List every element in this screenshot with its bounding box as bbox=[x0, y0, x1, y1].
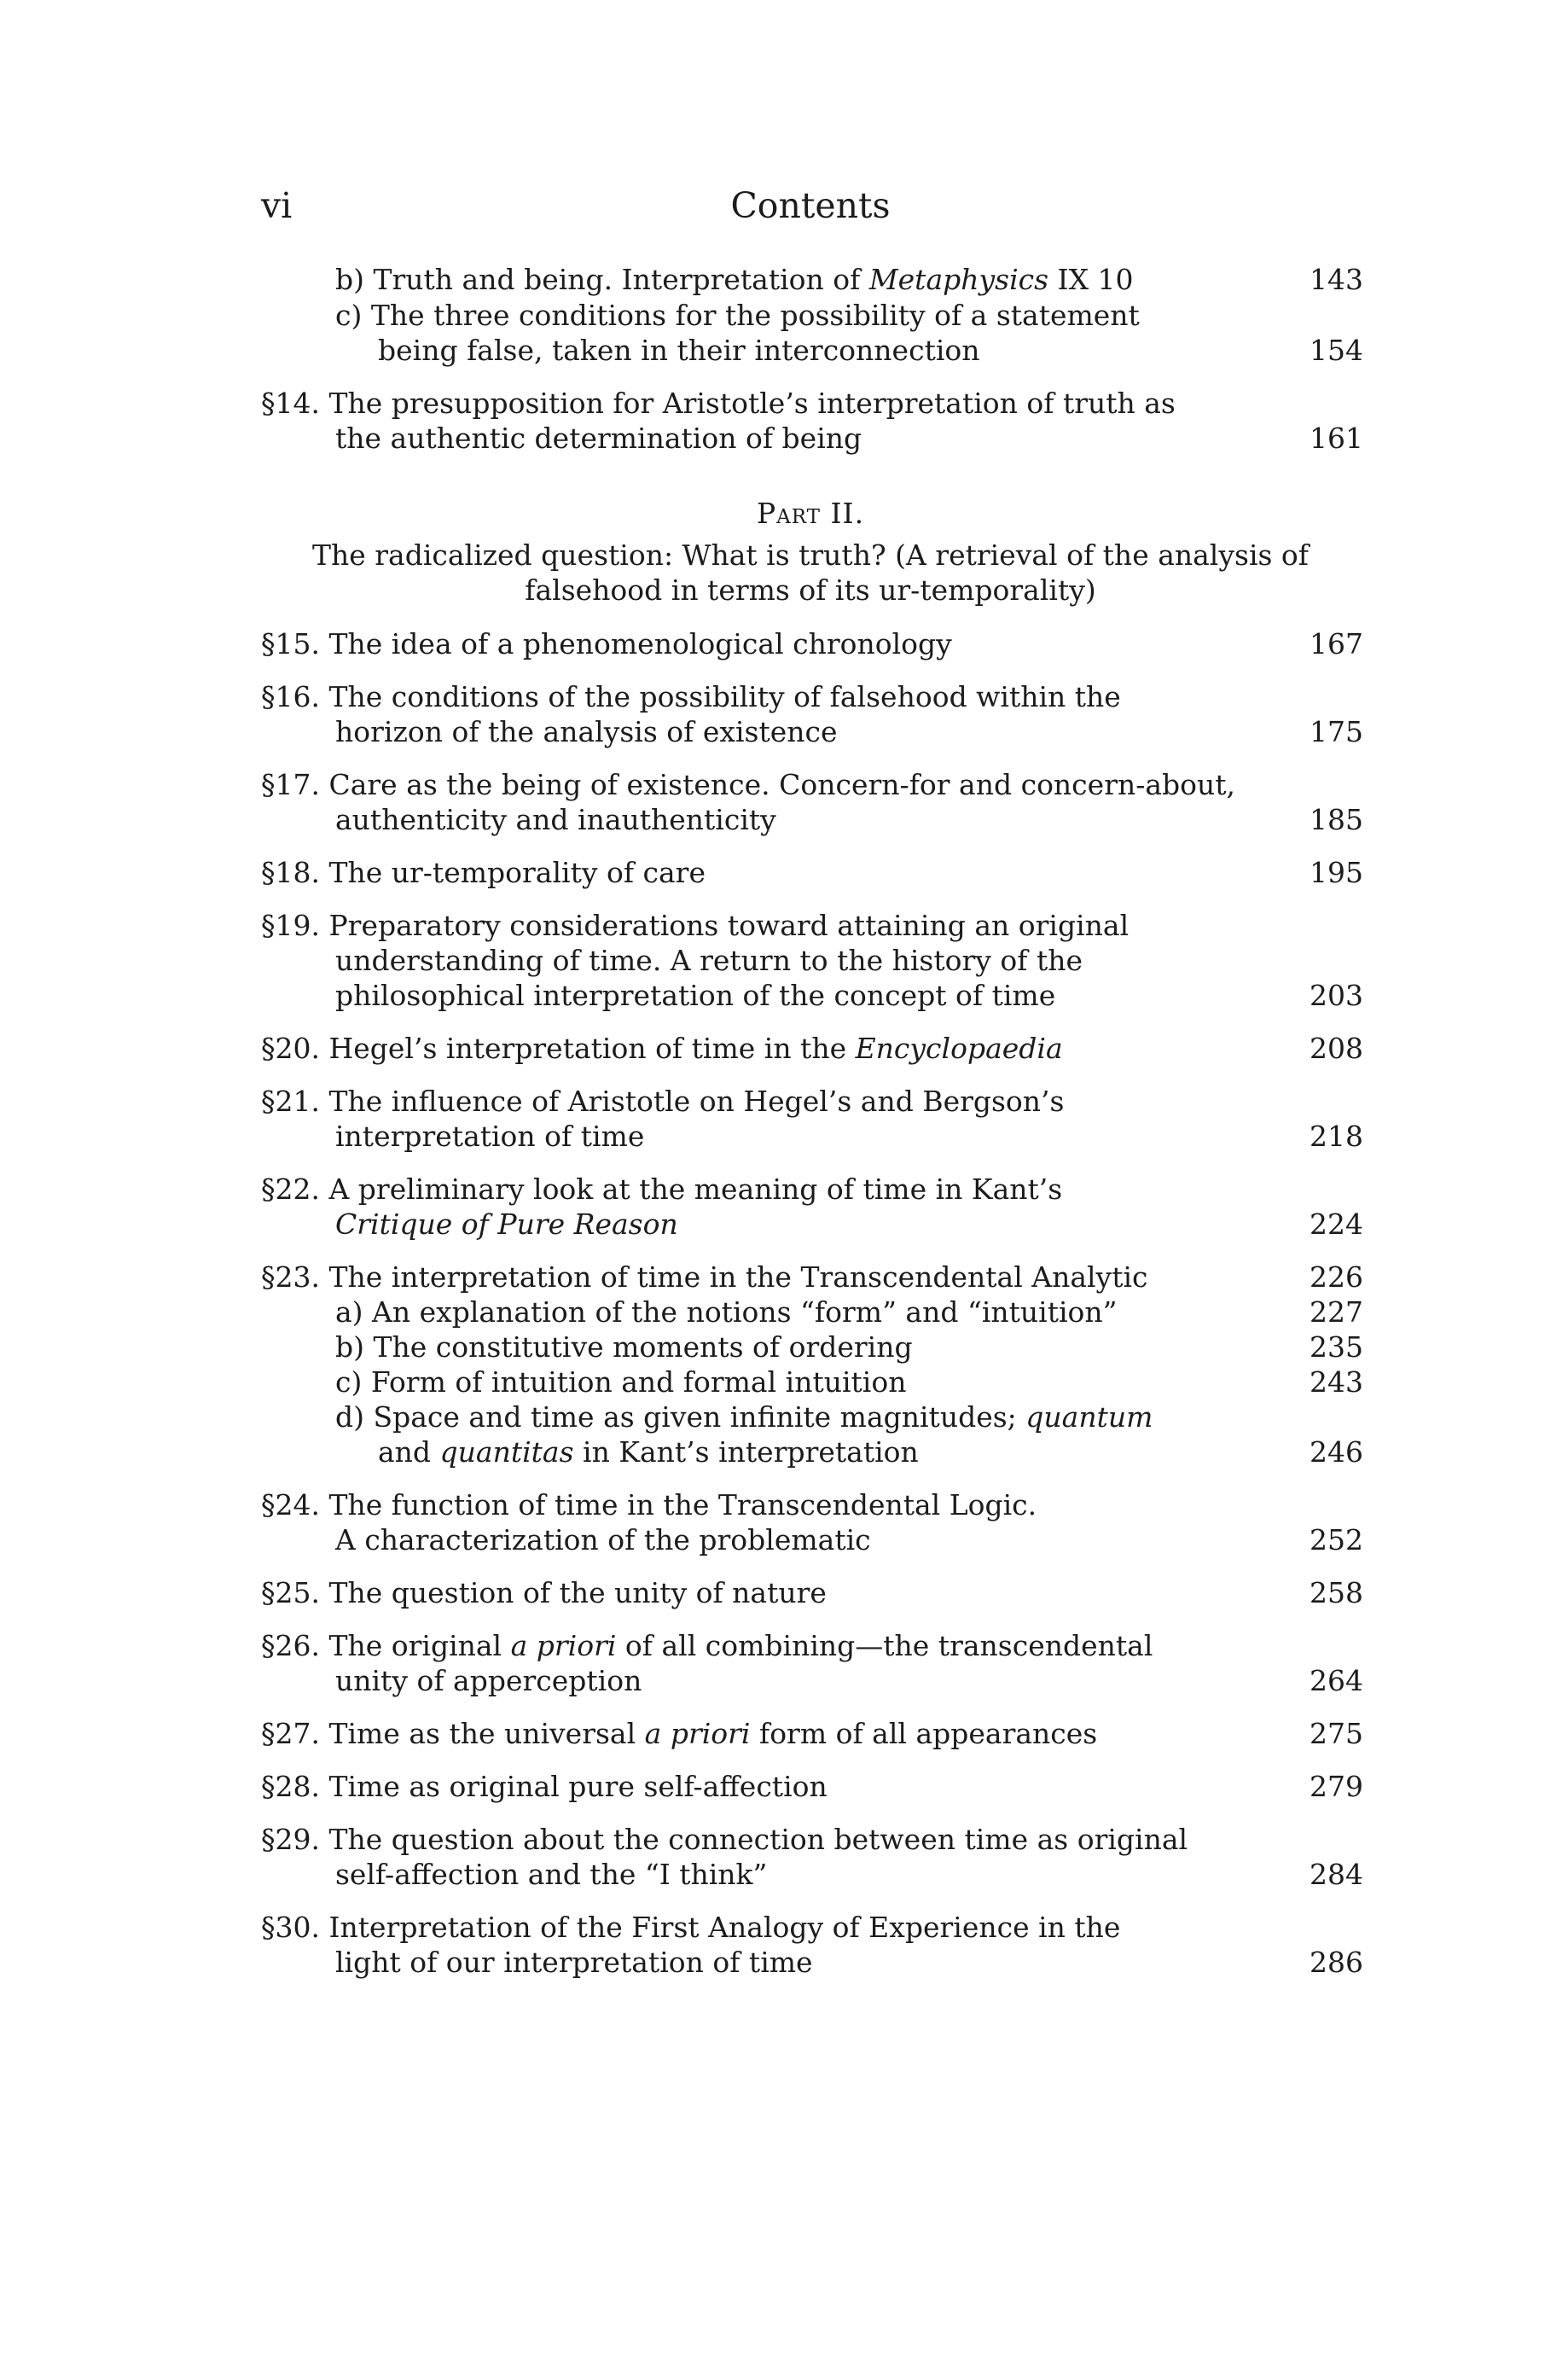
toc-page-26: 264 bbox=[1310, 1664, 1363, 1697]
toc-entry-c-line1: c) The three conditions for the possibility of a statement bbox=[335, 299, 1140, 332]
toc-entry-29-line1: §29. The question about the connection between time as original bbox=[261, 1823, 1188, 1856]
toc-page-22: 224 bbox=[1310, 1207, 1363, 1241]
toc-entry-24-line2: A characterization of the problematic bbox=[335, 1523, 871, 1556]
toc-page-23: 226 bbox=[1310, 1260, 1363, 1294]
part-subtitle-line2: falsehood in terms of its ur-temporality) bbox=[525, 573, 1096, 607]
toc-entry-22-line2: Critique of Pure Reason bbox=[335, 1207, 678, 1241]
toc-entry-18: §18. The ur-temporality of care bbox=[261, 856, 706, 889]
page-number: vi bbox=[261, 185, 293, 226]
toc-entry-21-line1: §21. The influence of Aristotle on Hegel’s and Bergson’s bbox=[261, 1085, 1065, 1118]
toc-entry-17-line1: §17. Care as the being of existence. Concern-for and concern-about, bbox=[261, 768, 1236, 801]
toc-entry-19-line1: §19. Preparatory considerations toward attaining an original bbox=[261, 909, 1130, 942]
toc-page-25: 258 bbox=[1310, 1576, 1363, 1609]
toc-entry-19-line2: understanding of time. A return to the history of the bbox=[335, 944, 1083, 977]
toc-page-18: 195 bbox=[1310, 856, 1363, 889]
part-subtitle-line1: The radicalized question: What is truth? (A retrieval of the analysis of bbox=[311, 538, 1310, 572]
toc-page-28: 279 bbox=[1310, 1770, 1363, 1803]
toc-entry-28: §28. Time as original pure self-affection bbox=[261, 1770, 828, 1803]
toc-page-27: 275 bbox=[1310, 1717, 1363, 1750]
toc-entry-b-line1: b) Truth and being. Interpretation of Metaphysics IX 10 bbox=[335, 263, 1134, 296]
toc-entry-22-line1: §22. A preliminary look at the meaning of time in Kant’s bbox=[261, 1172, 1063, 1206]
toc-entry-16-line1: §16. The conditions of the possibility of falsehood within the bbox=[261, 680, 1121, 713]
toc-page-30: 286 bbox=[1310, 1946, 1363, 1979]
toc-entry-24-line1: §24. The function of time in the Transcendental Logic. bbox=[261, 1488, 1037, 1521]
toc-page-23d: 246 bbox=[1310, 1435, 1363, 1469]
toc-page-23b: 235 bbox=[1310, 1330, 1363, 1364]
toc-entry-17-line2: authenticity and inauthenticity bbox=[335, 803, 776, 836]
toc-entry-15: §15. The idea of a phenomenological chronology bbox=[261, 627, 952, 660]
toc-entry-23c: c) Form of intuition and formal intuition bbox=[335, 1365, 907, 1399]
toc-page-20: 208 bbox=[1310, 1032, 1363, 1065]
toc-entry-23: §23. The interpretation of time in the Transcendental Analytic bbox=[261, 1260, 1148, 1294]
toc-page-21: 218 bbox=[1310, 1120, 1363, 1153]
toc-entry-30-line2: light of our interpretation of time bbox=[335, 1946, 813, 1979]
toc-page-c: 154 bbox=[1310, 334, 1363, 367]
toc-page-24: 252 bbox=[1310, 1523, 1363, 1556]
toc-page-29: 284 bbox=[1310, 1858, 1363, 1891]
toc-page-b: 143 bbox=[1310, 263, 1363, 296]
toc-entry-23d-line2: and quantitas in Kant’s interpretation bbox=[378, 1435, 919, 1469]
toc-entry-26-line1: §26. The original a priori of all combining—the transcendental bbox=[261, 1629, 1153, 1662]
toc-page-23a: 227 bbox=[1310, 1295, 1363, 1329]
toc-entry-16-line2: horizon of the analysis of existence bbox=[335, 715, 838, 748]
toc-entry-25: §25. The question of the unity of nature bbox=[261, 1576, 827, 1609]
toc-entry-23d-line1: d) Space and time as given infinite magnitudes; quantum bbox=[335, 1400, 1153, 1434]
part-heading: Part II. bbox=[756, 497, 865, 530]
toc-entry-19-line3: philosophical interpretation of the concept of time bbox=[335, 979, 1056, 1012]
toc-page-15: 167 bbox=[1310, 627, 1363, 660]
toc-entry-30-line1: §30. Interpretation of the First Analogy of Experience in the bbox=[261, 1911, 1121, 1944]
toc-entry-14-line1: §14. The presupposition for Aristotle’s interpretation of truth as bbox=[261, 387, 1176, 420]
toc-entry-23b: b) The constitutive moments of ordering bbox=[335, 1330, 913, 1364]
page-title: Contents bbox=[730, 185, 891, 226]
toc-entry-c-line2: being false, taken in their interconnection bbox=[378, 334, 980, 367]
toc-entry-14-line2: the authentic determination of being bbox=[335, 422, 862, 455]
toc-entry-26-line2: unity of apperception bbox=[335, 1664, 642, 1697]
toc-entry-27: §27. Time as the universal a priori form of all appearances bbox=[261, 1717, 1098, 1750]
toc-entry-23a: a) An explanation of the notions “form” and “intuition” bbox=[335, 1295, 1118, 1329]
toc-page-23c: 243 bbox=[1310, 1365, 1363, 1399]
toc-page-17: 185 bbox=[1310, 803, 1363, 836]
toc-page-16: 175 bbox=[1310, 715, 1363, 748]
toc-entry-20: §20. Hegel’s interpretation of time in the Encyclopaedia bbox=[261, 1032, 1063, 1065]
toc-entry-21-line2: interpretation of time bbox=[335, 1120, 645, 1153]
toc-page-19: 203 bbox=[1310, 979, 1363, 1012]
toc-entry-29-line2: self-affection and the “I think” bbox=[335, 1858, 768, 1891]
toc-page-14: 161 bbox=[1310, 422, 1363, 455]
